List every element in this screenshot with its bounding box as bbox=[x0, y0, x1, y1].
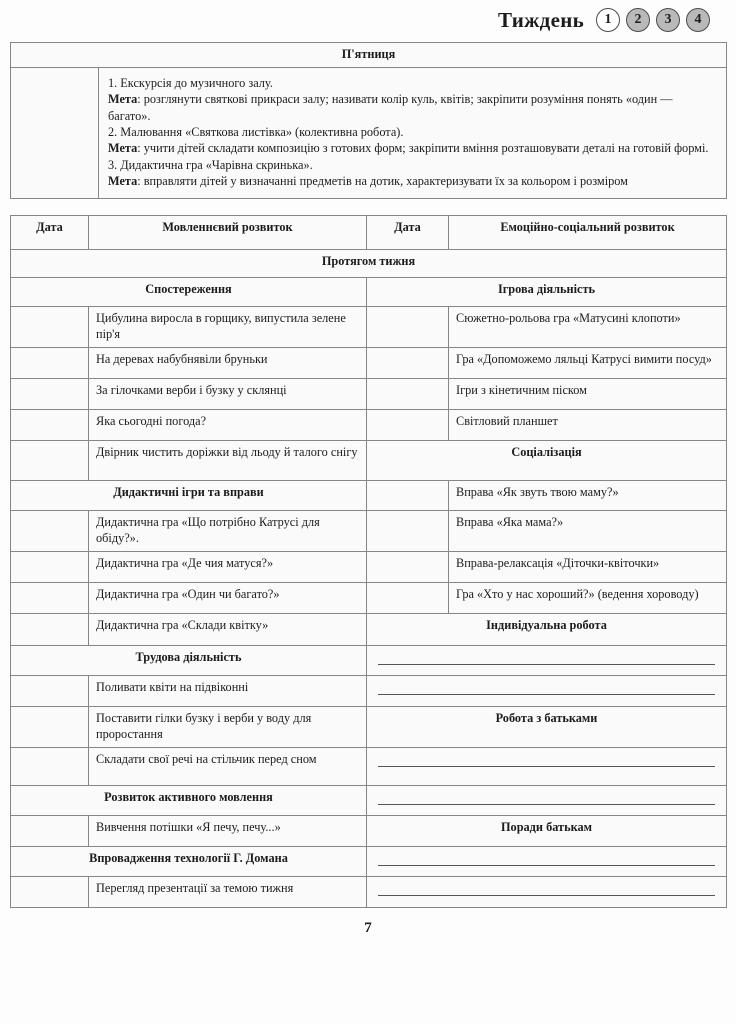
right-item: Світловий планшет bbox=[449, 410, 727, 441]
date-cell-left[interactable] bbox=[11, 877, 89, 908]
blank-write-row[interactable] bbox=[367, 847, 727, 877]
friday-date-cell[interactable] bbox=[11, 67, 99, 198]
date-cell-left[interactable] bbox=[11, 816, 89, 847]
right-item: Вправа «Як звуть твою маму?» bbox=[449, 481, 727, 511]
date-cell-left[interactable] bbox=[11, 348, 89, 379]
col-header-date-right: Дата bbox=[367, 216, 449, 250]
lesson-line bbox=[108, 173, 717, 189]
lesson-line bbox=[108, 91, 717, 124]
right-item: Гра «Допоможемо ляльці Катрусі вимити посуд» bbox=[449, 348, 727, 379]
blank-line bbox=[378, 766, 715, 767]
left-item: Дидактична гра «Склади квітку» bbox=[89, 614, 367, 646]
left-item: Дидактична гра «Що потрібно Катрусі для обіду?». bbox=[89, 511, 367, 552]
banner-during-week: Протягом тижня bbox=[11, 250, 727, 278]
left-item: Двірник чистить доріжки від льоду й талого снігу bbox=[89, 441, 367, 481]
left-item: Дидактична гра «Один чи багато?» bbox=[89, 583, 367, 614]
table-row bbox=[11, 481, 727, 511]
right-item: Ігри з кінетичним піском bbox=[449, 379, 727, 410]
table-row bbox=[11, 583, 727, 614]
date-cell-left[interactable] bbox=[11, 552, 89, 583]
table-row bbox=[11, 676, 727, 707]
table-row bbox=[11, 348, 727, 379]
blank-write-row[interactable] bbox=[367, 748, 727, 786]
blank-line bbox=[378, 694, 715, 695]
date-cell-right[interactable] bbox=[367, 410, 449, 441]
lesson-line-bold: Мета bbox=[108, 141, 138, 156]
right-item: Сюжетно-рольова гра «Матусині клопоти» bbox=[449, 307, 727, 348]
table-row bbox=[11, 278, 727, 307]
date-cell-left[interactable] bbox=[11, 410, 89, 441]
lesson-line bbox=[108, 157, 717, 173]
date-cell-right[interactable] bbox=[367, 583, 449, 614]
col-header-date-left: Дата bbox=[11, 216, 89, 250]
left-item: Вивчення потішки «Я печу, печу...» bbox=[89, 816, 367, 847]
right-item: Гра «Хто у нас хороший?» (ведення хороводу) bbox=[449, 583, 727, 614]
table-row bbox=[11, 511, 727, 552]
section-title-socialization: Соціалізація bbox=[367, 441, 727, 481]
left-item: Дидактична гра «Де чия матуся?» bbox=[89, 552, 367, 583]
date-cell-right[interactable] bbox=[367, 307, 449, 348]
week-circle-4[interactable]: 4 bbox=[686, 8, 710, 32]
date-cell-left[interactable] bbox=[11, 614, 89, 646]
friday-title: П'ятниця bbox=[11, 43, 727, 68]
blank-write-row[interactable] bbox=[367, 646, 727, 676]
section-title-observation: Спостереження bbox=[11, 278, 367, 307]
table-header-row bbox=[11, 216, 727, 250]
lesson-line-text: : розглянути святкові прикраси залу; називати колір куль, квітів; закріпити розуміння понять «один — багато». bbox=[108, 92, 673, 123]
left-item: Перегляд презентації за темою тижня bbox=[89, 877, 367, 908]
table-row bbox=[11, 847, 727, 877]
table-row bbox=[11, 410, 727, 441]
section-title-play: Ігрова діяльність bbox=[367, 278, 727, 307]
date-cell-left[interactable] bbox=[11, 676, 89, 707]
table-row bbox=[11, 786, 727, 816]
date-cell-left[interactable] bbox=[11, 707, 89, 748]
lesson-line bbox=[108, 124, 717, 140]
col-header-speech: Мовленнєвий розвиток bbox=[89, 216, 367, 250]
left-item: За гілочками верби і бузку у склянці bbox=[89, 379, 367, 410]
table-row bbox=[11, 707, 727, 748]
friday-content-cell bbox=[99, 67, 727, 198]
blank-write-row[interactable] bbox=[367, 877, 727, 908]
table-row bbox=[11, 379, 727, 410]
lesson-line-text: 1. Екскурсія до музичного залу. bbox=[108, 75, 273, 90]
date-cell-left[interactable] bbox=[11, 307, 89, 348]
left-item: Яка сьогодні погода? bbox=[89, 410, 367, 441]
lesson-line bbox=[108, 75, 717, 91]
left-item: Цибулина виросла в горщику, випустила зелене пір'я bbox=[89, 307, 367, 348]
table-row bbox=[11, 307, 727, 348]
blank-line bbox=[378, 865, 715, 866]
week-circle-2[interactable]: 2 bbox=[626, 8, 650, 32]
left-item: Поливати квіти на підвіконні bbox=[89, 676, 367, 707]
blank-write-row[interactable] bbox=[367, 676, 727, 707]
col-header-emotional: Емоційно-соціальний розвиток bbox=[449, 216, 727, 250]
weekly-table bbox=[10, 215, 727, 908]
date-cell-right[interactable] bbox=[367, 348, 449, 379]
lesson-line-text: 3. Дидактична гра «Чарівна скринька». bbox=[108, 157, 313, 172]
table-row bbox=[11, 614, 727, 646]
date-cell-left[interactable] bbox=[11, 511, 89, 552]
blank-line bbox=[378, 664, 715, 665]
lesson-line-text: : вправляти дітей у визначанні предметів на дотик, характеризувати їх за кольором і розміром bbox=[137, 174, 628, 189]
lesson-line bbox=[108, 140, 717, 156]
table-row bbox=[11, 250, 727, 278]
week-circle-3[interactable]: 3 bbox=[656, 8, 680, 32]
lesson-line-text: 2. Малювання «Святкова листівка» (колективна робота). bbox=[108, 125, 404, 140]
left-item: Складати свої речі на стільчик перед сном bbox=[89, 748, 367, 786]
date-cell-left[interactable] bbox=[11, 583, 89, 614]
date-cell-right[interactable] bbox=[367, 481, 449, 511]
table-row bbox=[11, 43, 727, 68]
section-title-labour: Трудова діяльність bbox=[11, 646, 367, 676]
week-selector bbox=[596, 8, 710, 32]
table-row bbox=[11, 441, 727, 481]
lesson-line-bold: Мета bbox=[108, 92, 138, 107]
friday-table bbox=[10, 42, 727, 199]
left-item: На деревах набубнявіли бруньки bbox=[89, 348, 367, 379]
section-title-active-speech: Розвиток активного мовлення bbox=[11, 786, 367, 816]
page-number: 7 bbox=[364, 920, 372, 937]
date-cell-left[interactable] bbox=[11, 441, 89, 481]
date-cell-right[interactable] bbox=[367, 552, 449, 583]
blank-line bbox=[378, 895, 715, 896]
section-title-didactic: Дидактичні ігри та вправи bbox=[11, 481, 367, 511]
right-item: Вправа-релаксація «Діточки-квіточки» bbox=[449, 552, 727, 583]
page-title: Тиждень bbox=[497, 7, 584, 32]
date-cell-left[interactable] bbox=[11, 379, 89, 410]
section-title-parents-work: Робота з батьками bbox=[367, 707, 727, 748]
lesson-line-text: : учити дітей складати композицію з готових форм; закріпити вміння розташовувати деталі на готовій формі. bbox=[137, 141, 709, 156]
blank-write-row[interactable] bbox=[367, 786, 727, 816]
table-row bbox=[11, 816, 727, 847]
week-circle-1[interactable]: 1 bbox=[596, 8, 620, 32]
table-row bbox=[11, 67, 727, 198]
section-title-doman: Впровадження технології Г. Домана bbox=[11, 847, 367, 877]
section-title-individual-work: Індивідуальна робота bbox=[367, 614, 727, 646]
table-row bbox=[11, 748, 727, 786]
lesson-line-bold: Мета bbox=[108, 174, 138, 189]
table-row bbox=[11, 877, 727, 908]
right-item: Вправа «Яка мама?» bbox=[449, 511, 727, 552]
blank-line bbox=[378, 804, 715, 805]
left-item: Поставити гілки бузку і верби у воду для проростання bbox=[89, 707, 367, 748]
week-header bbox=[10, 0, 726, 40]
date-cell-right[interactable] bbox=[367, 379, 449, 410]
table-row bbox=[11, 552, 727, 583]
date-cell-right[interactable] bbox=[367, 511, 449, 552]
section-title-parents-advice: Поради батькам bbox=[367, 816, 727, 847]
table-row bbox=[11, 646, 727, 676]
date-cell-left[interactable] bbox=[11, 748, 89, 786]
